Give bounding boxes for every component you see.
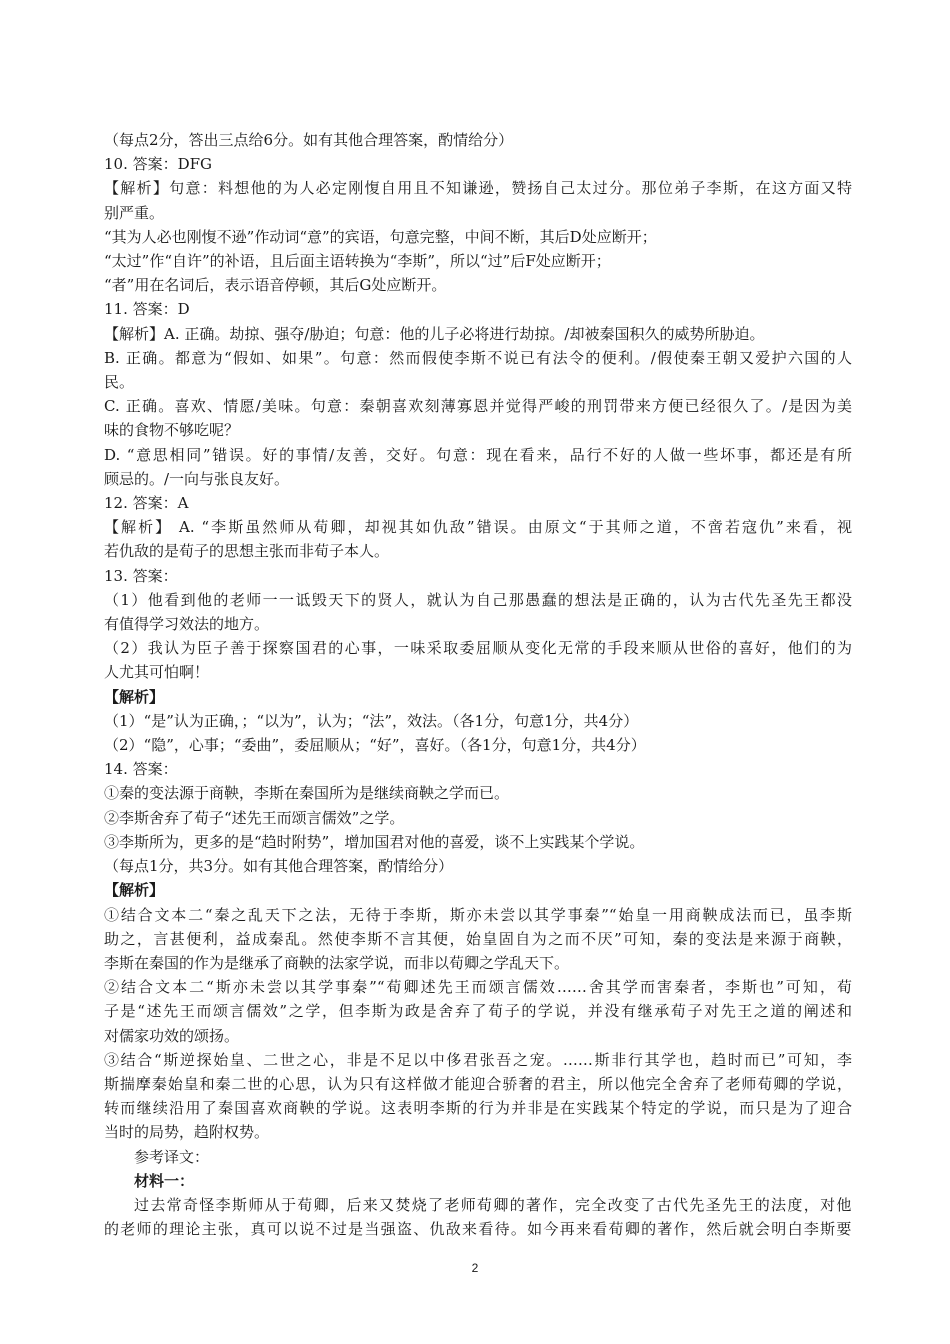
text-line: ③李斯所为，更多的是“趋时附势”，增加国君对他的喜爱，谈不上实践某个学说。: [104, 832, 645, 851]
text-line: （每点1分，共3分。如有其他合理答案，酌情给分）: [104, 857, 454, 876]
text-line: 对儒家功效的颂扬。: [104, 1026, 240, 1045]
text-line: （2）我认为臣子善于探察国君的心事，一味采取委屈顺从变化无常的手段来顺从世俗的喜好，他们的为: [104, 639, 852, 658]
text-line: 别严重。: [104, 203, 165, 222]
text-line: 李斯在秦国的作为是继承了商鞅的法家学说，而非以荀卿之学乱天下。: [104, 953, 570, 972]
analysis-label: 【解析】: [104, 687, 165, 706]
answer-heading: 13. 答案：: [104, 566, 178, 585]
text-line: “者”用在名词后，表示语音停顿，其后G处应断开。: [104, 276, 447, 295]
text-line: ③结合“斯逆探始皇、二世之心，非是不足以中侈君张吾之宠。……斯非行其学也，趋时而已”可知，李: [104, 1050, 852, 1069]
page-number: 2: [471, 1261, 479, 1275]
text-line: B. 正确。都意为“假如、如果”。句意：然而假使李斯不说已有法令的便利。/假使秦王朝又爱护六国的人: [104, 348, 852, 367]
text-line: ②李斯舍弃了荀子“述先王而颂言儒效”之学。: [104, 808, 405, 827]
translation-line: 的老师的理论主张，真可以说不过是当强盗、仇敌来看待。如今再来看荀卿的著作，然后就会明白李斯要: [104, 1220, 852, 1239]
text-line: 民。: [104, 373, 135, 392]
text-line: 斯揣摩秦始皇和秦二世的心思，认为只有这样做才能迎合骄奢的君主，所以他完全舍弃了老师荀卿的学说，: [104, 1074, 852, 1093]
text-line: （1）他看到他的老师一一诋毁天下的贤人，就认为自己那愚蠢的想法是正确的，认为古代先圣先王都没: [104, 590, 852, 609]
text-line: 当时的局势，趋附权势。: [104, 1123, 270, 1142]
material-one-label: 材料一：: [134, 1171, 195, 1190]
text-line: 有值得学习效法的地方。: [104, 615, 270, 634]
answer-heading: 12. 答案：A: [104, 494, 189, 513]
answer-heading: 11. 答案：D: [104, 300, 190, 319]
text-line: 子是“述先王而颂言儒效”之学，但李斯为政是舍弃了荀子的学说，并没有继承荀子对先王之道的阐述和: [104, 1002, 852, 1021]
text-line: 【解析】句意：料想他的为人必定刚愎自用且不知谦逊，赞扬自己太过分。那位弟子李斯，在这方面又特: [104, 179, 852, 198]
analysis-label: 【解析】: [104, 881, 165, 900]
text-line: 【解析】 A. “李斯虽然师从荀卿，却视其如仇敌”错误。由原文“于其师之道，不啻若寇仇”来看，视: [104, 518, 852, 537]
text-line: 人尤其可怕啊！: [104, 663, 210, 682]
text-line: 转而继续沿用了秦国喜欢商鞅的学说。这表明李斯的行为并非是在实践某个特定的学说，而只是为了迎合: [104, 1099, 852, 1118]
answer-heading: 10. 答案：DFG: [104, 155, 213, 174]
translation-line: 过去常奇怪李斯师从于荀卿，后来又焚烧了老师荀卿的著作，完全改变了古代先圣先王的法度，对他: [134, 1195, 852, 1214]
text-line: “其为人必也刚愎不逊”作动词“意”的宾语，句意完整，中间不断，其后D处应断开；: [104, 227, 657, 246]
text-line: ②结合文本二“斯亦未尝以其学事秦”“荀卿述先王而颂言儒效……舍其学而害秦者，李斯也”可知，荀: [104, 978, 852, 997]
answer-heading: 14. 答案：: [104, 760, 178, 779]
text-line: C. 正确。喜欢、情愿/美味。句意：秦朝喜欢刻薄寡恩并觉得严峻的刑罚带来方便已经很久了。/是因为美: [104, 397, 852, 416]
text-line: 味的食物不够吃呢？: [104, 421, 240, 440]
text-line: D. “意思相同”错误。好的事情/友善，交好。句意：现在看来，品行不好的人做一些坏事，都还是有所: [104, 445, 852, 464]
answer-text-block: [104, 128, 852, 1241]
text-line: 助之，言甚便利，益成秦乱。然使李斯不言其便，始皇固自为之而不厌”可知，秦的变法是来源于商鞅，: [104, 929, 852, 948]
text-line: 【解析】A. 正确。劫掠、强夺/胁迫；句意：他的儿子必将进行劫掠。/却被秦国积久的威势所胁迫。: [104, 324, 765, 343]
text-line: （1）“是”认为正确，；“以为”，认为；“法”，效法。（各1分，句意1分，共4分）: [104, 711, 639, 730]
text-line: ①秦的变法源于商鞅，李斯在秦国所为是继续商鞅之学而已。: [104, 784, 510, 803]
text-line: 顾忌的。/一向与张良友好。: [104, 469, 290, 488]
translation-heading: 参考译文：: [134, 1147, 210, 1166]
text-line: “太过”作“自许”的补语，且后面主语转换为“李斯”，所以“过”后F处应断开；: [104, 252, 611, 271]
text-line: ①结合文本二“秦之乱天下之法，无待于李斯，斯亦未尝以其学事秦”“始皇一用商鞅成法而已，虽李斯: [104, 905, 852, 924]
text-line: （每点2分，答出三点给6分。如有其他合理答案，酌情给分）: [104, 131, 514, 149]
text-line: 若仇敌的是荀子的思想主张而非荀子本人。: [104, 542, 390, 561]
text-line: （2）“隐”，心事；“委曲”，委屈顺从；“好”，喜好。（各1分，句意1分，共4分）: [104, 736, 646, 755]
